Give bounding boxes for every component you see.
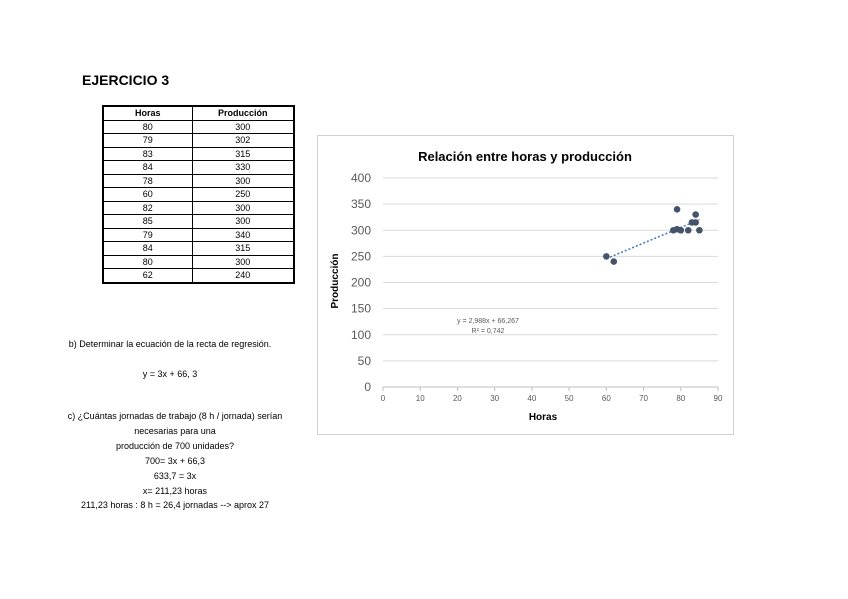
cell-produccion: 250 bbox=[192, 188, 294, 202]
data-point[interactable] bbox=[677, 227, 684, 234]
data-point[interactable] bbox=[692, 219, 699, 226]
part-c-question-line1: c) ¿Cuántas jornadas de trabajo (8 h / jornada) serían bbox=[67, 411, 283, 421]
cell-produccion: 340 bbox=[192, 228, 294, 242]
cell-horas: 82 bbox=[103, 201, 192, 215]
cell-produccion: 300 bbox=[192, 255, 294, 269]
cell-horas: 78 bbox=[103, 174, 192, 188]
part-c-question-line2: necesarias para una bbox=[134, 426, 216, 436]
y-tick-label: 250 bbox=[350, 249, 371, 264]
part-c-step3: x= 211,23 horas bbox=[142, 486, 208, 496]
x-tick-label: 40 bbox=[527, 394, 537, 403]
cell-produccion: 315 bbox=[192, 147, 294, 161]
part-c-step2: 633,7 = 3x bbox=[153, 471, 197, 481]
table-row bbox=[103, 269, 294, 283]
trendline-equation: y = 2,988x + 66,267 bbox=[457, 318, 519, 325]
cell-horas: 83 bbox=[103, 147, 192, 161]
part-b-answer: y = 3x + 66, 3 bbox=[142, 369, 198, 379]
table-row bbox=[103, 120, 294, 134]
scatter-chart[interactable] bbox=[317, 135, 734, 435]
data-point[interactable] bbox=[685, 227, 692, 234]
x-tick-label: 20 bbox=[452, 394, 462, 403]
exercise-title: EJERCICIO 3 bbox=[82, 72, 170, 88]
x-tick-label: 60 bbox=[601, 394, 611, 403]
x-tick-label: 10 bbox=[415, 394, 425, 403]
data-point[interactable] bbox=[692, 211, 699, 218]
table-body bbox=[103, 120, 294, 283]
trendline-r2: R² = 0,742 bbox=[471, 328, 505, 335]
x-tick-label: 0 bbox=[380, 394, 386, 403]
x-tick-label: 90 bbox=[713, 394, 723, 403]
cell-horas: 80 bbox=[103, 120, 192, 134]
data-point[interactable] bbox=[696, 227, 703, 234]
cell-horas: 84 bbox=[103, 242, 192, 256]
data-point[interactable] bbox=[674, 206, 681, 213]
cell-produccion: 300 bbox=[192, 174, 294, 188]
table-row bbox=[103, 147, 294, 161]
part-c-question-line3: producción de 700 unidades? bbox=[115, 441, 235, 451]
cell-produccion: 300 bbox=[192, 215, 294, 229]
data-point[interactable] bbox=[603, 253, 610, 260]
cell-horas: 84 bbox=[103, 161, 192, 175]
table-row bbox=[103, 161, 294, 175]
y-axis-label: Producción bbox=[330, 253, 341, 309]
x-tick-label: 70 bbox=[639, 394, 649, 403]
table-row bbox=[103, 201, 294, 215]
cell-produccion: 300 bbox=[192, 120, 294, 134]
cell-produccion: 300 bbox=[192, 201, 294, 215]
table-header-row bbox=[103, 106, 294, 120]
y-tick-label: 150 bbox=[350, 301, 371, 316]
x-tick-label: 50 bbox=[564, 394, 574, 403]
y-tick-label: 350 bbox=[350, 197, 371, 212]
cell-horas: 60 bbox=[103, 188, 192, 202]
cell-horas: 79 bbox=[103, 134, 192, 148]
table-row bbox=[103, 134, 294, 148]
chart-title: Relación entre horas y producción bbox=[418, 149, 632, 164]
x-tick-label: 80 bbox=[676, 394, 686, 403]
chart-canvas bbox=[318, 136, 733, 434]
part-c-step1: 700= 3x + 66,3 bbox=[144, 456, 206, 466]
cell-produccion: 240 bbox=[192, 269, 294, 283]
table-row bbox=[103, 228, 294, 242]
cell-produccion: 330 bbox=[192, 161, 294, 175]
column-header-produccion: Producción bbox=[192, 106, 294, 120]
cell-horas: 80 bbox=[103, 255, 192, 269]
x-tick-label: 30 bbox=[490, 394, 500, 403]
part-b-question: b) Determinar la ecuación de la recta de regresión. bbox=[68, 339, 272, 349]
table-row bbox=[103, 242, 294, 256]
part-c-step4: 211,23 horas : 8 h = 26,4 jornadas --> aprox 27 bbox=[81, 500, 269, 510]
data-point[interactable] bbox=[610, 258, 617, 265]
y-tick-label: 300 bbox=[350, 223, 371, 238]
table-row bbox=[103, 174, 294, 188]
cell-horas: 62 bbox=[103, 269, 192, 283]
column-header-horas: Horas bbox=[103, 106, 192, 120]
x-axis-label: Horas bbox=[528, 412, 558, 423]
cell-produccion: 315 bbox=[192, 242, 294, 256]
table-row bbox=[103, 255, 294, 269]
data-point[interactable] bbox=[670, 227, 677, 234]
table-row bbox=[103, 188, 294, 202]
y-tick-label: 50 bbox=[357, 353, 371, 368]
trendline bbox=[606, 220, 699, 259]
table-row bbox=[103, 215, 294, 229]
cell-produccion: 302 bbox=[192, 134, 294, 148]
cell-horas: 79 bbox=[103, 228, 192, 242]
y-tick-label: 400 bbox=[350, 171, 371, 185]
y-tick-label: 100 bbox=[350, 327, 371, 342]
y-tick-label: 0 bbox=[364, 380, 371, 394]
cell-horas: 85 bbox=[103, 215, 192, 229]
y-tick-label: 200 bbox=[350, 275, 371, 290]
data-table bbox=[102, 105, 295, 284]
